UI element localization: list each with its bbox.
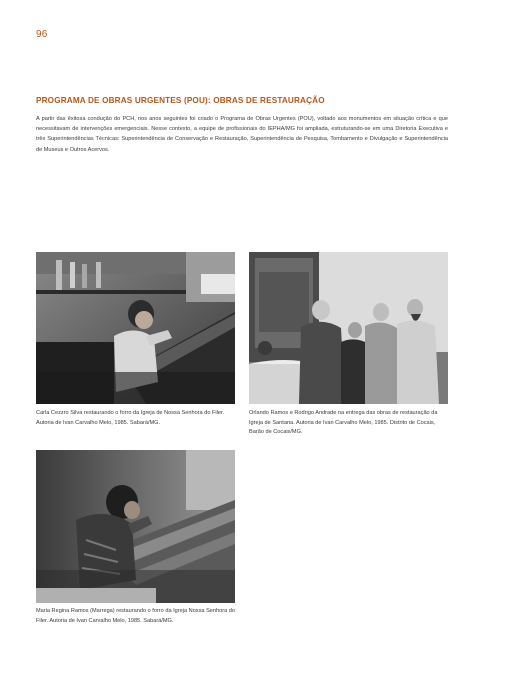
photo-caption-2: Orlando Ramos e Rodrigo Andrade na entrega das obras de restauração da Igreja de Santana. Autoria de Ivan Carvalho Melo, 1985. Distrito de Cocais, Barão de Cocais/MG. [249,410,438,436]
photo-restorer-ceiling-1 [36,252,235,404]
photo-ceremony-group [249,252,448,404]
body-paragraph: A partir das êxitosa condução do PCH, nos anos seguintes foi criado o Programa de Obras Urgentes (POU), voltado aos monumentos em situação crítica e que necessitavam de intervenções emergenciais. Nesse contexto, a equipe de profissionais do IEPHA/MG foi ampliada, estruturando-se em uma Diretoria Executiva e três Superintendências Técnicas: Superintendência de Conservação e Restauração, Superintendência de Pesquisa, Tombamento e Divulgação e Superintendência de Museus e Outros Acervos. [36,116,448,153]
section-title: PROGRAMA DE OBRAS URGENTES (POU): OBRAS DE RESTAURAÇÃO [36,96,325,105]
photo-caption-1: Carla Cezzro Silva restaurando o forro da Igreja de Nossa Senhora do Filer. Autoria de Ivan Carvalho Melo, 1985. Sabará/MG. [36,410,225,426]
page-number: 96 [36,29,48,40]
photo-restorer-ceiling-2 [36,450,235,603]
photo-caption-3: Maria Regina Ramos (Marrega) restaurando o forro da Igreja Nossa Senhora do Filer. Autoria de Ivan Carvalho Melo, 1985. Sabará/MG. [36,608,235,624]
